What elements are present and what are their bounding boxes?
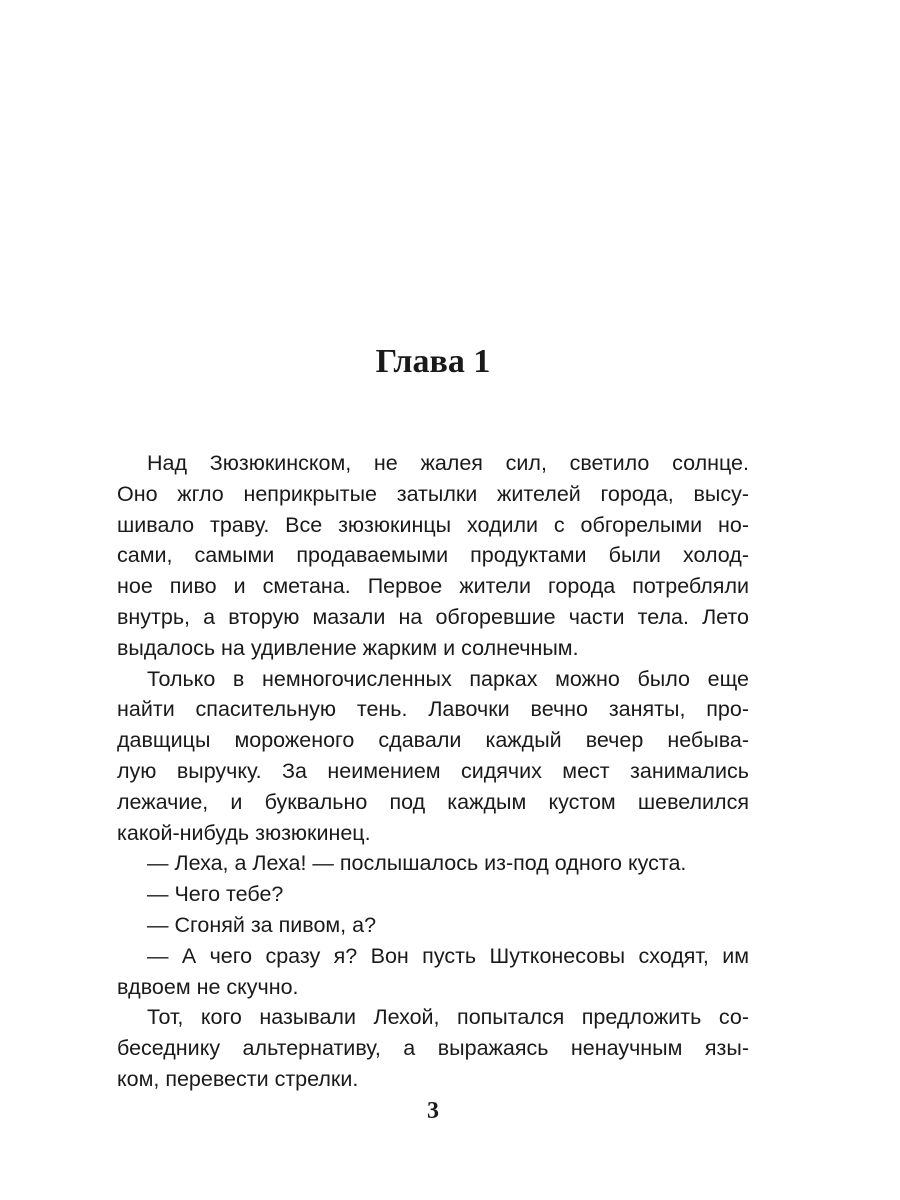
text-line: найти спасительную тень. Лавочки вечно заняты, про- [117, 697, 749, 722]
text-line: — Сгоняй за пивом, а? [147, 912, 377, 937]
text-line: лую выручку. За неимением сидячих мест занимались [117, 758, 749, 783]
text-line: выдалось на удивление жарким и солнечным. [117, 635, 579, 660]
paragraph [117, 1002, 749, 1094]
text-line: Над Зюзюкинском, не жалея сил, светило солнце. [147, 451, 749, 475]
text-line: лежачие, и буквально под каждым кустом шевелился [117, 789, 749, 814]
dialogue-paragraph [117, 941, 749, 1003]
text-line: вдвоем не скучно. [117, 974, 299, 999]
text-line: сами, самыми продаваемыми продуктами были холод- [117, 543, 749, 568]
text-line: Тот, кого называли Лехой, попытался предложить со- [147, 1005, 749, 1030]
chapter-title: Глава 1 [375, 343, 491, 380]
text-line: беседнику альтернативу, а выражаясь ненаучным язы- [117, 1036, 749, 1061]
paragraph [117, 664, 749, 849]
paragraph [117, 448, 749, 664]
dialogue-paragraph [117, 879, 749, 910]
text-line: — А чего сразу я? Вон пусть Шутконесовы сходят, им [147, 943, 749, 968]
text-line: шивало траву. Все зюзюкинцы ходили с обгорелыми но- [117, 512, 749, 537]
chapter-text [117, 448, 749, 1095]
page-number: 3 [427, 1098, 439, 1124]
text-line: ное пиво и сметана. Первое жители города потребляли [117, 574, 749, 599]
text-line: Только в немногочисленных парках можно было еще [147, 666, 749, 691]
text-line: — Леха, а Леха! — послышалось из-под одного куста. [147, 851, 687, 876]
text-line: какой-нибудь зюзюкинец. [117, 820, 371, 845]
dialogue-paragraph [117, 910, 749, 941]
text-line: внутрь, а вторую мазали на обгоревшие части тела. Лето [117, 604, 749, 629]
text-line: давщицы мороженого сдавали каждый вечер небыва- [117, 728, 749, 753]
text-line: ком, перевести стрелки. [117, 1066, 359, 1091]
dialogue-paragraph [117, 848, 749, 879]
text-line: Оно жгло неприкрытые затылки жителей города, высу- [117, 481, 749, 506]
text-line: — Чего тебе? [147, 882, 284, 907]
